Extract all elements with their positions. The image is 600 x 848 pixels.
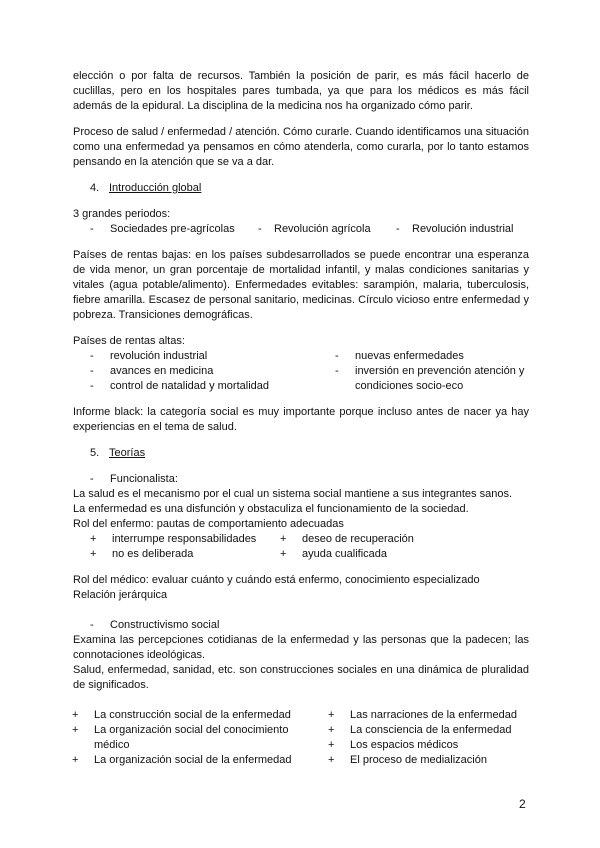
list-item-text: La organización social de la enfermedad (94, 754, 292, 766)
list-item-text: avances en medicina (110, 365, 214, 377)
list-item (90, 547, 280, 562)
plus-bullet: + (280, 548, 287, 560)
paragraph-childbirth: elección o por falta de recursos. También la posición de parir, es más fácil hacerlo de cuclillas, pero en los hospitales pares tumbada, ya que para los médicos es más fácil además de la epidural. La disciplina de la medicina nos ha organizado cómo parir. (73, 70, 529, 112)
period-label: Revolución industrial (412, 223, 514, 235)
sick-role-right-col (280, 532, 414, 562)
list-item-text: La construcción social de la enfermedad (94, 709, 291, 721)
list-item-text: Las narraciones de la enfermedad (350, 709, 517, 721)
bullet-spacer (72, 738, 94, 753)
high-income-left-col (90, 349, 335, 394)
list-item-text: Los espacios médicos (350, 739, 459, 751)
paragraph-black-report: Informe black: la categoría social es muy importante porque incluso antes de nacer ya hay experiencias en el tema de salud. (73, 406, 529, 433)
plus-bullet: + (328, 754, 335, 766)
constructivism-list (72, 708, 529, 768)
dash-bullet: - (90, 350, 94, 362)
list-item-text: La organización social del conocimiento (94, 724, 289, 736)
list-item (90, 532, 280, 547)
list-item (328, 708, 517, 723)
list-item (280, 547, 414, 562)
dash-bullet: - (396, 223, 400, 235)
high-income-list (90, 349, 529, 394)
periods-list (90, 222, 529, 237)
dash-bullet: - (90, 473, 94, 485)
list-item (328, 738, 517, 753)
list-item-text: El proceso de medialización (350, 754, 487, 766)
plus-bullet: + (90, 548, 97, 560)
theory-constructivism-title (90, 618, 529, 633)
heading-number: 4. (90, 182, 100, 194)
list-item (280, 532, 414, 547)
high-income-intro: Países de rentas altas: (73, 335, 185, 347)
theory-title: Funcionalista: (110, 473, 178, 485)
list-item-text: deseo de recuperación (302, 533, 414, 545)
bullet-spacer (335, 379, 355, 394)
functionalist-line-3: Rol del enfermo: pautas de comportamiento adecuadas (73, 518, 344, 530)
hierarchy-line: Relación jerárquica (73, 589, 168, 601)
high-income-right-col (335, 349, 524, 394)
dash-bullet: - (90, 380, 94, 392)
functionalist-line-2: La enfermedad es una disfunción y obstaculiza el funcionamiento de la sociedad. (73, 503, 469, 515)
plus-bullet: + (90, 533, 97, 545)
plus-bullet: + (72, 709, 79, 721)
list-item (396, 222, 514, 237)
heading-title: Introducción global (109, 182, 202, 194)
plus-bullet: + (72, 754, 79, 766)
page-content (73, 69, 529, 768)
list-item-text: condiciones socio-eco (355, 380, 464, 392)
theory-functionalist-title (90, 472, 529, 487)
list-item (72, 708, 328, 723)
list-item-text: médico (94, 739, 130, 751)
period-label: Revolución agrícola (274, 223, 371, 235)
dash-bullet: - (90, 365, 94, 377)
dash-bullet: - (335, 365, 339, 377)
list-item (335, 349, 524, 364)
theory-title: Constructivismo social (110, 619, 220, 631)
constructivism-right-col (328, 708, 517, 768)
plus-bullet: + (328, 724, 335, 736)
list-item-text: La consciencia de la enfermedad (350, 724, 512, 736)
paragraph-health-process: Proceso de salud / enfermedad / atención. Cómo curarle. Cuando identificamos una situación como una enfermedad ya pensamos en cómo atenderla, como curarla, por lo tanto estamos pensando en la atención que se va a dar. (73, 126, 529, 168)
dash-bullet: - (90, 619, 94, 631)
heading-number: 5. (90, 447, 100, 459)
section-heading-4 (90, 181, 529, 196)
list-item-continuation (72, 738, 328, 753)
list-item (90, 222, 240, 237)
list-item (328, 723, 517, 738)
list-item (72, 723, 328, 738)
constructivism-line-2: Salud, enfermedad, sanidad, etc. son construcciones sociales en una dinámica de pluralidad de significados. (73, 664, 529, 691)
list-item-text: control de natalidad y mortalidad (110, 380, 269, 392)
list-item (90, 379, 335, 394)
dash-bullet: - (258, 223, 262, 235)
list-item (72, 753, 328, 768)
period-label: Sociedades pre-agrícolas (110, 223, 235, 235)
page-number: 2 (519, 797, 526, 811)
list-item-text: inversión en prevención atención y (355, 365, 525, 377)
constructivism-left-col (72, 708, 328, 768)
list-item-text: revolución industrial (110, 350, 208, 362)
list-item (328, 753, 517, 768)
sick-role-left-col (90, 532, 280, 562)
plus-bullet: + (328, 709, 335, 721)
heading-title: Teorías (109, 447, 146, 459)
list-item-continuation (335, 379, 524, 394)
list-item (258, 222, 396, 237)
periods-intro: 3 grandes periodos: (73, 208, 171, 220)
sick-role-list (90, 532, 529, 562)
paragraph-low-income: Países de rentas bajas: en los países subdesarrollados se puede encontrar una esperanza de vida menor, un gran porcentaje de mortalidad infantil, y malas condiciones sanitarias y vitales (agua potable/alimento). Enfermedades evitables: sarampión, malaria, tuberculosis, fiebre amarilla. Escasez de personal sanitario, medicinas. Círculo vicioso entre enfermedad y pobreza. Transiciones demográficas. (73, 249, 529, 321)
dash-bullet: - (335, 350, 339, 362)
doctor-role-line: Rol del médico: evaluar cuánto y cuándo está enfermo, conocimiento especializado (73, 574, 480, 586)
list-item (335, 364, 524, 379)
list-item (90, 364, 335, 379)
plus-bullet: + (328, 739, 335, 751)
list-item-text: no es deliberada (112, 548, 194, 560)
dash-bullet: - (90, 223, 94, 235)
plus-bullet: + (72, 724, 79, 736)
constructivism-line-1: Examina las percepciones cotidianas de la enfermedad y las personas que la padecen; las connotaciones ideológicas. (73, 634, 529, 661)
functionalist-line-1: La salud es el mecanismo por el cual un sistema social mantiene a sus integrantes sanos. (73, 488, 513, 500)
list-item-text: ayuda cualificada (302, 548, 388, 560)
section-heading-5 (90, 446, 529, 461)
list-item-text: nuevas enfermedades (355, 350, 464, 362)
list-item (90, 349, 335, 364)
plus-bullet: + (280, 533, 287, 545)
list-item-text: interrumpe responsabilidades (112, 533, 257, 545)
